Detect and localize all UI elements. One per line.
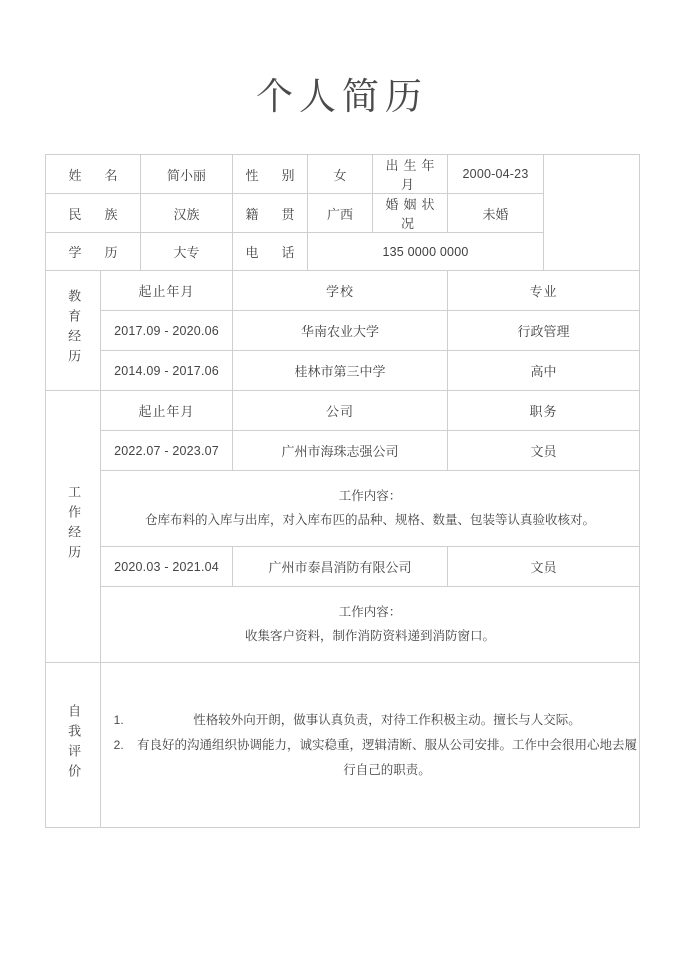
label-name: 姓 名 xyxy=(46,155,141,194)
education-period: 2014.09 - 2017.06 xyxy=(101,351,233,391)
resume-table xyxy=(45,154,640,828)
work-position: 文员 xyxy=(448,431,640,471)
value-hometown: 广西 xyxy=(308,194,373,233)
table-row xyxy=(46,351,640,391)
value-gender: 女 xyxy=(308,155,373,194)
value-birth-date: 2000-04-23 xyxy=(448,155,544,194)
education-major: 行政管理 xyxy=(448,311,640,351)
section-label-work xyxy=(46,391,101,663)
table-row xyxy=(46,587,640,663)
work-description xyxy=(101,587,640,663)
work-period: 2020.03 - 2021.04 xyxy=(101,547,233,587)
list-item: 2. 有良好的沟通组织协调能力，诚实稳重，逻辑清断、服从公司安排。工作中会很用心地去履行自己的职责。 xyxy=(127,733,639,783)
education-school: 华南农业大学 xyxy=(233,311,448,351)
work-header-position: 职务 xyxy=(448,391,640,431)
education-major: 高中 xyxy=(448,351,640,391)
label-birth-date: 出生年月 xyxy=(373,155,448,194)
work-description-title: 工作内容： xyxy=(338,488,402,503)
label-gender: 性 别 xyxy=(233,155,308,194)
label-ethnicity: 民 族 xyxy=(46,194,141,233)
value-ethnicity: 汉族 xyxy=(141,194,233,233)
education-period: 2017.09 - 2020.06 xyxy=(101,311,233,351)
work-header-company: 公司 xyxy=(233,391,448,431)
education-header-school: 学校 xyxy=(233,271,448,311)
section-label-work-text: 工作经历 xyxy=(66,485,82,565)
work-description-body: 仓库布料的入库与出库，对入库布匹的品种、规格、数量、包装等认真验收核对。 xyxy=(145,512,596,527)
section-label-education-text: 教育经历 xyxy=(66,289,82,369)
table-row xyxy=(46,547,640,587)
education-school: 桂林市第三中学 xyxy=(233,351,448,391)
list-item: 1. 性格较外向开朗，做事认真负责，对待工作积极主动。擅长与人交际。 xyxy=(127,708,639,733)
label-phone: 电 话 xyxy=(233,233,308,271)
work-description-title: 工作内容： xyxy=(338,604,402,619)
table-row xyxy=(46,431,640,471)
label-degree: 学 历 xyxy=(46,233,141,271)
value-marital-status: 未婚 xyxy=(448,194,544,233)
table-row xyxy=(46,391,640,431)
label-marital-status: 婚姻状况 xyxy=(373,194,448,233)
label-hometown: 籍 贯 xyxy=(233,194,308,233)
section-label-education xyxy=(46,271,101,391)
table-row xyxy=(46,271,640,311)
work-position: 文员 xyxy=(448,547,640,587)
work-header-period: 起止年月 xyxy=(101,391,233,431)
photo-placeholder xyxy=(544,155,640,271)
table-row xyxy=(46,663,640,828)
resume-table-container xyxy=(0,154,684,828)
self-evaluation-list xyxy=(101,708,639,783)
page-title: 个人简历 xyxy=(256,76,428,117)
table-row xyxy=(46,471,640,547)
table-row xyxy=(46,155,640,194)
work-description xyxy=(101,471,640,547)
education-header-period: 起止年月 xyxy=(101,271,233,311)
section-label-self-evaluation xyxy=(46,663,101,828)
work-description-body: 收集客户资料，制作消防资料递到消防窗口。 xyxy=(245,628,496,643)
work-company: 广州市泰昌消防有限公司 xyxy=(233,547,448,587)
education-header-major: 专业 xyxy=(448,271,640,311)
section-label-self-evaluation-text: 自我评价 xyxy=(66,703,82,784)
value-degree: 大专 xyxy=(141,233,233,271)
self-evaluation-content xyxy=(101,663,640,828)
value-name: 简小丽 xyxy=(141,155,233,194)
work-company: 广州市海珠志强公司 xyxy=(233,431,448,471)
value-phone: 135 0000 0000 xyxy=(308,233,544,271)
work-period: 2022.07 - 2023.07 xyxy=(101,431,233,471)
table-row xyxy=(46,311,640,351)
